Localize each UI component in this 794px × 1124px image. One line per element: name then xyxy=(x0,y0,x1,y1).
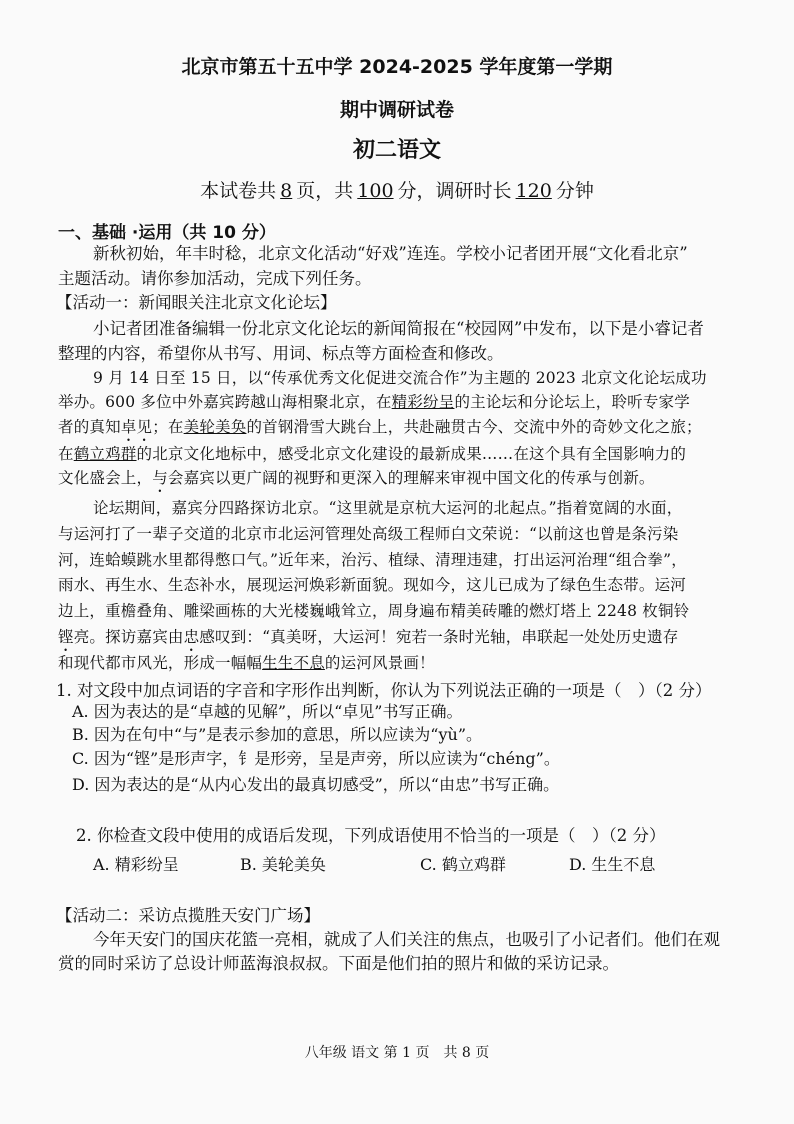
info-text: 页，共 xyxy=(296,180,354,202)
passage-line xyxy=(58,415,794,445)
question-1-option-b: B. 因为在句中“与”是表示参加的意思，所以应读为“yù”。 xyxy=(72,725,482,744)
dotted-word-yu: 与 xyxy=(152,469,168,487)
question-2-option-d: D. 生生不息 xyxy=(569,855,656,874)
passage-text: 在 xyxy=(58,445,74,463)
question-2-option-a: A. 精彩纷呈 xyxy=(93,855,179,874)
passage-line xyxy=(58,390,794,412)
intro-line: 主题活动。请你参加活动，完成下列任务。 xyxy=(58,269,372,288)
passage-text: 的主论坛和分论坛上，聆听专家学 xyxy=(454,393,690,411)
activity-desc-line: 整理的内容，希望你从书写、用词、标点等方面检查和修改。 xyxy=(58,344,504,363)
page-footer: 八年级 语文 第 1 页 共 8 页 xyxy=(304,1045,490,1061)
question-2-stem: 2. 你检查文段中使用的成语后发现，下列成语使用不恰当的一项是（ ）（2 分） xyxy=(76,826,666,845)
page-count: 8 xyxy=(280,180,293,202)
school-title: 北京市第五十五中学 2024-2025 学年度第一学期 xyxy=(181,56,613,78)
passage-line xyxy=(58,651,794,673)
passage-text: 亮。探访嘉宾由 xyxy=(73,628,184,646)
activity-2-desc-line: 今年天安门的国庆花篮一亮相，就成了人们关注的焦点，也吸引了小记者们。他们在观 xyxy=(93,930,720,949)
passage-text: 的北京文化地标中，感受北京文化建设的最新成果……在这个具有全国影响力的 xyxy=(136,445,687,463)
exam-title: 期中调研试卷 xyxy=(339,99,454,121)
passage-text: ；在 xyxy=(152,418,184,436)
dotted-word-zhong: 忠 xyxy=(183,628,200,646)
passage-text: 和现代都市风光，形成一幅幅 xyxy=(58,654,263,672)
passage-text: 感叹到：“真美呀，大运河！宛若一条时光轴，串联起一处处历史遗存 xyxy=(199,628,679,646)
dotted-word-zhuojian: 卓见 xyxy=(120,418,153,436)
info-text: 本试卷共 xyxy=(200,180,277,202)
activity-2-title: 【活动二：采访点揽胜天安门广场】 xyxy=(56,906,320,925)
passage-text: 的首钢滑雪大跳台上，共赴融贯古今、交流中外的奇妙文化之旅； xyxy=(246,418,702,436)
passage-line: 边上，重檐叠角、雕梁画栋的大光楼巍峨耸立，周身遍布精美砖雕的燃灯塔上 2248 枚铜铃 xyxy=(58,602,690,620)
question-1-stem: 1. 对文段中加点词语的字音和字形作出判断，你认为下列说法正确的一项是（ ）（2 分） xyxy=(56,681,712,700)
total-score: 100 xyxy=(357,180,394,202)
question-1-option-d: D. 因为表达的是“从内心发出的最真切感受”，所以“由忠”书写正确。 xyxy=(72,775,560,794)
idiom-helijiqun: 鹤立鸡群 xyxy=(73,445,137,463)
dotted-word-keng: 铿 xyxy=(58,628,74,646)
intro-line: 新秋初始，年丰时稔，北京文化活动“好戏”连连。学校小记者团开展“文化看北京” xyxy=(93,244,688,263)
passage-line xyxy=(58,466,794,496)
passage-text: 的运河风景画！ xyxy=(324,654,435,672)
subject-title: 初二语文 xyxy=(352,138,441,163)
passage-text: 文化盛会上， xyxy=(58,469,153,487)
question-1-option-a: A. 因为表达的是“卓越的见解”，所以“卓见”书写正确。 xyxy=(72,702,463,721)
info-text: 分钟 xyxy=(555,180,594,202)
activity-title: 【活动一：新闻眼关注北京文化论坛】 xyxy=(56,293,337,312)
passage-line: 与运河打了一辈子交道的北京市北运河管理处高级工程师白文荣说：“以前这也曾是条污染 xyxy=(58,525,679,543)
passage-line: 雨水、再生水、生态补水，展现运河焕彩新面貌。现如今，这儿已成为了绿色生态带。运河 xyxy=(58,576,687,594)
passage-line: 河，连蛤蟆跳水里都得憋口气。”近年来，治污、植绿、清理违建，打出运河治理“组合拳”， xyxy=(58,551,687,569)
passage-line: 9 月 14 日至 15 日，以“传承优秀文化促进交流合作”为主题的 2023 北京文化论坛成功 xyxy=(93,369,707,387)
exam-info xyxy=(0,176,794,203)
passage-text: 举办。600 多位中外嘉宾跨越山海相聚北京，在 xyxy=(58,393,392,411)
question-1-option-c: C. 因为“铿”是形声字，钅是形旁，呈是声旁，所以应读为“chéng”。 xyxy=(72,749,560,768)
idiom-meilun: 美轮美奂 xyxy=(183,418,247,436)
question-2-option-b: B. 美轮美奂 xyxy=(240,855,326,874)
idiom-shengsheng: 生生不息 xyxy=(262,654,325,672)
passage-line: 论坛期间，嘉宾分四路探访北京。“这里就是京杭大运河的北起点。”指着宽阔的水面， xyxy=(93,499,683,517)
passage-line xyxy=(58,442,794,464)
activity-2-desc-line: 赏的同时采访了总设计师蓝海浪叔叔。下面是他们拍的照片和做的采访记录。 xyxy=(58,954,619,973)
info-text: 分，调研时长 xyxy=(397,180,512,202)
activity-desc-line: 小记者团准备编辑一份北京文化论坛的新闻简报在“校园网”中发布，以下是小睿记者 xyxy=(93,319,704,338)
idiom-jingcai: 精彩纷呈 xyxy=(391,393,455,411)
passage-text: 会嘉宾以更广阔的视野和更深入的理解来审视中国文化的传承与创新。 xyxy=(167,469,655,487)
section-title: 一、基础 ·运用（共 10 分） xyxy=(58,223,276,243)
question-2-option-c: C. 鹤立鸡群 xyxy=(420,855,506,874)
passage-text: 者的真知 xyxy=(58,418,121,436)
duration: 120 xyxy=(515,180,552,202)
